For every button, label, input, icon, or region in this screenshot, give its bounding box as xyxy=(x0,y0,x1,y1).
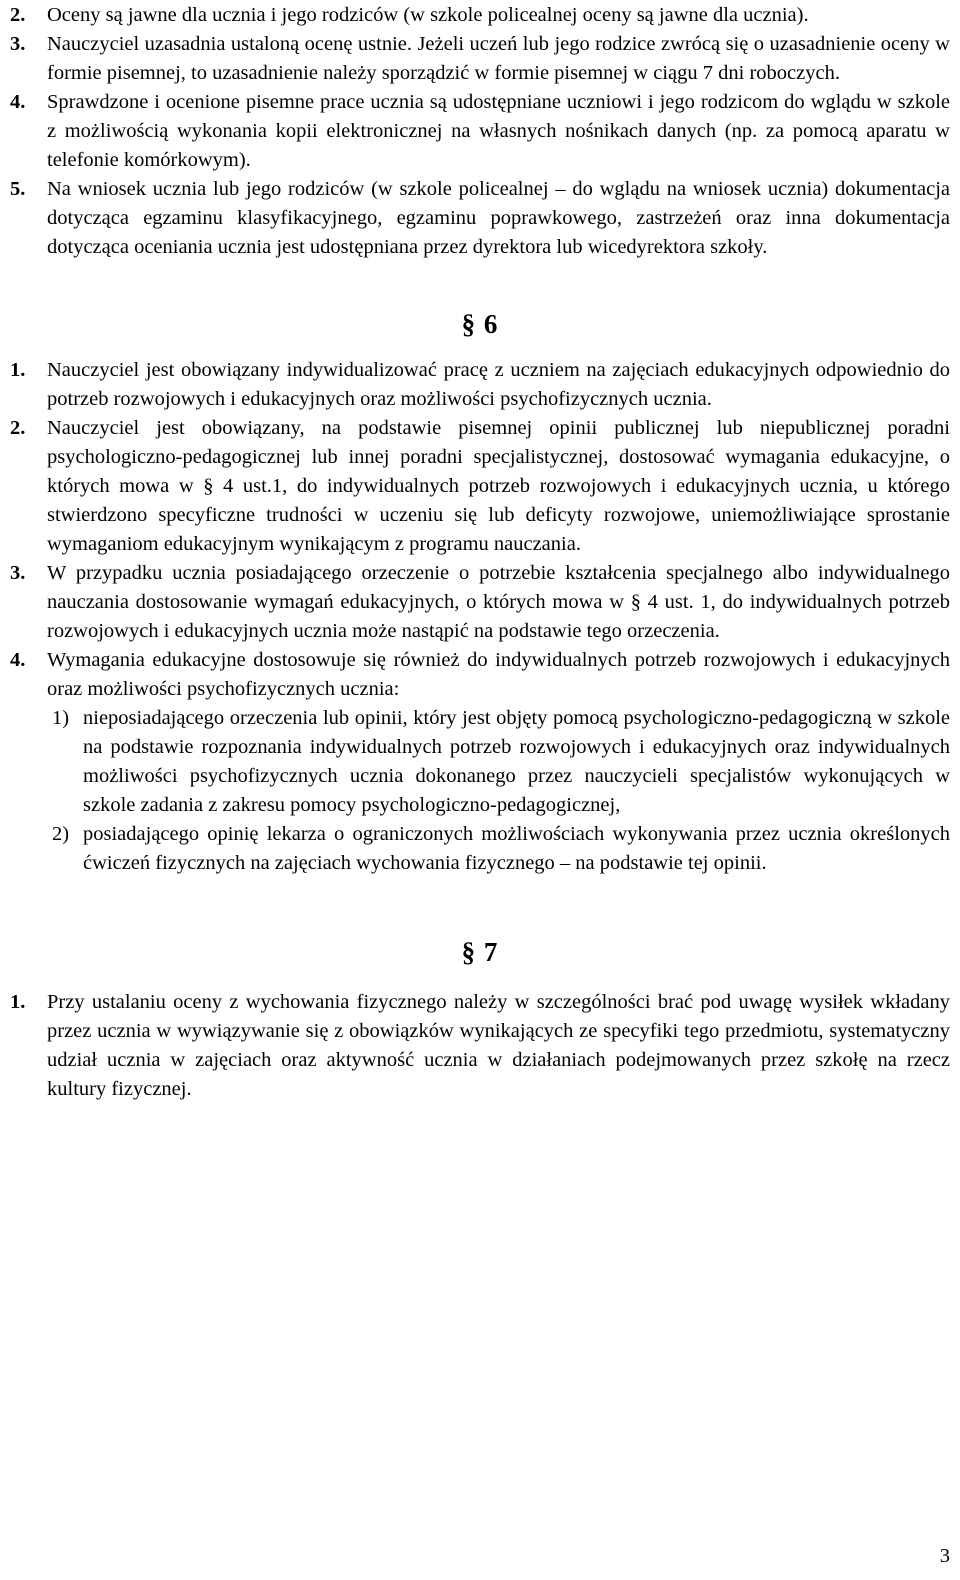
paragraph-item xyxy=(10,988,950,1104)
subparagraph-text: posiadającego opinię lekarza o ograniczonych możliwościach wykonywania przez ucznia określonych ćwiczeń fizycznych na zajęciach wychowania fizycznego – na podstawie tej opinii. xyxy=(83,823,950,874)
subparagraph-text: nieposiadającego orzeczenia lub opinii, który jest objęty pomocą psychologiczno-pedagogiczną w szkole na podstawie rozpoznania indywidualnych potrzeb rozwojowych i edukacyjnych oraz indywidualnych możliwości psychofizycznych ucznia dokonanego przez nauczycieli specjalistów wykonujących w szkole zadania z zakresu pomocy psychologiczno-pedagogicznej, xyxy=(83,707,950,816)
paragraph-number: 4. xyxy=(10,649,26,671)
paragraph-text: Nauczyciel uzasadnia ustaloną ocenę ustnie. Jeżeli uczeń lub jego rodzice zwrócą się o uzasadnienie oceny w formie pisemnej, to uzasadnienie należy sporządzić w formie pisemnej w ciągu 7 dni roboczych. xyxy=(47,33,950,84)
paragraph-text: W przypadku ucznia posiadającego orzeczenie o potrzebie kształcenia specjalnego albo indywidualnego nauczania dostosowanie wymagań edukacyjnych, o których mowa w § 4 ust. 1, do indywidualnych potrzeb rozwojowych i edukacyjnych ucznia może nastąpić na podstawie tego orzeczenia. xyxy=(47,562,950,642)
paragraph-item xyxy=(10,356,950,414)
paragraph-text: Na wniosek ucznia lub jego rodziców (w szkole policealnej – do wglądu na wniosek ucznia) dokumentacja dotycząca egzaminu klasyfikacyjnego, egzaminu poprawkowego, zastrzeżeń oraz inna dokumentacja dotycząca oceniania ucznia jest udostępniana przez dyrektora lub wicedyrektora szkoły. xyxy=(47,178,950,258)
paragraph-item xyxy=(10,175,950,262)
page-number: 3 xyxy=(939,1545,950,1567)
subparagraph-number: 1) xyxy=(52,707,70,729)
paragraph-item xyxy=(10,646,950,704)
subparagraph-item xyxy=(10,820,950,878)
paragraph-text: Nauczyciel jest obowiązany indywidualizować pracę z uczniem na zajęciach edukacyjnych odpowiednio do potrzeb rozwojowych i edukacyjnych oraz możliwości psychofizycznych ucznia. xyxy=(47,359,950,410)
paragraph-number: 2. xyxy=(10,4,26,26)
paragraph-number: 1. xyxy=(10,359,26,381)
paragraph-item xyxy=(10,88,950,175)
paragraph-number: 1. xyxy=(10,991,26,1013)
document-body xyxy=(10,1,950,1104)
paragraph-number: 2. xyxy=(10,417,26,439)
section-heading-6: § 6 xyxy=(461,309,499,339)
paragraph-text: Nauczyciel jest obowiązany, na podstawie pisemnej opinii publicznej lub niepublicznej poradni psychologiczno-pedagogicznej lub innej poradni specjalistycznej, dostosować wymagania edukacyjne, o których mowa w § 4 ust.1, do indywidualnych potrzeb rozwojowych i edukacyjnych ucznia, u którego stwierdzono specyficzne trudności w uczeniu się lub deficyty rozwojowe, uniemożliwiające sprostanie wymaganiom edukacyjnym wynikającym z programu nauczania. xyxy=(47,417,950,555)
subparagraph-item xyxy=(10,704,950,820)
paragraph-item xyxy=(10,414,950,559)
paragraph-number: 4. xyxy=(10,91,26,113)
section-heading-7: § 7 xyxy=(461,937,499,967)
paragraph-number: 3. xyxy=(10,33,26,55)
paragraph-item xyxy=(10,1,950,30)
subparagraph-number: 2) xyxy=(52,823,70,845)
paragraph-item xyxy=(10,30,950,88)
paragraph-text: Wymagania edukacyjne dostosowuje się również do indywidualnych potrzeb rozwojowych i edukacyjnych oraz możliwości psychofizycznych ucznia: xyxy=(47,649,950,700)
paragraph-text: Oceny są jawne dla ucznia i jego rodziców (w szkole policealnej oceny są jawne dla ucznia). xyxy=(47,4,809,26)
paragraph-number: 3. xyxy=(10,562,26,584)
paragraph-text: Sprawdzone i ocenione pisemne prace ucznia są udostępniane uczniowi i jego rodzicom do wglądu w szkole z możliwością wykonania kopii elektronicznej na własnych nośnikach danych (np. za pomocą aparatu w telefonie komórkowym). xyxy=(47,91,950,171)
paragraph-item xyxy=(10,559,950,646)
paragraph-number: 5. xyxy=(10,178,26,200)
paragraph-text: Przy ustalaniu oceny z wychowania fizycznego należy w szczególności brać pod uwagę wysiłek wkładany przez ucznia w wywiązywanie się z obowiązków wynikających ze specyfiki tego przedmiotu, systematyczny udział ucznia w zajęciach oraz aktywność ucznia w działaniach podejmowanych przez szkołę na rzecz kultury fizycznej. xyxy=(47,991,950,1100)
